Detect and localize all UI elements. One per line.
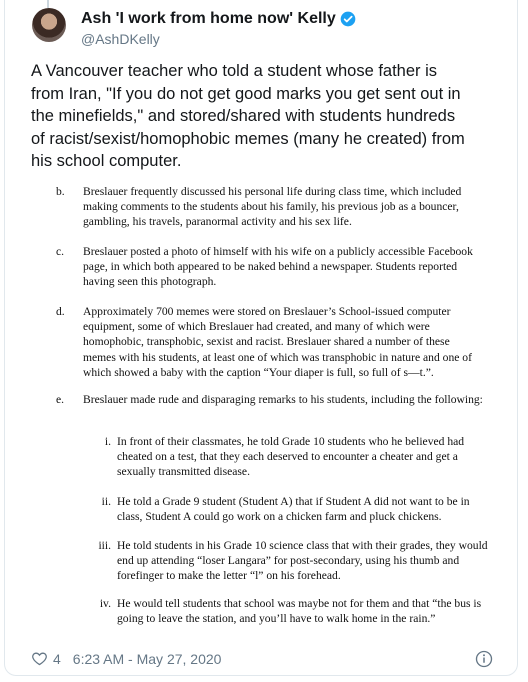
author-row [81,10,356,28]
item-text: Breslauer frequently discussed his personal life during class time, which included making comments to the students about his family, his previous job as a bouncer, gambling, his travels, paranormal activity and his sex life. [83,185,462,229]
tweet-card [4,0,518,676]
tweet-text: A Vancouver teacher who told a student whose father is from Iran, "If you do not get good marks you get sent out in the minefields," and stored/shared with students hundreds of racist/sexist/homophobic memes (many he created) from his school computer. [31,62,465,170]
item-text: Breslauer made rude and disparaging remarks to his students, including the following: [83,393,483,406]
subitem-numeral: i. [104,435,111,448]
item-letter: b. [56,185,65,198]
tweet-timestamp[interactable]: 6:23 AM - May 27, 2020 [72,650,222,667]
display-name[interactable]: Ash 'I work from home now' Kelly [81,10,336,27]
item-letter: e. [56,393,65,406]
like-count[interactable]: 4 [53,650,61,667]
subitem-numeral: iii. [98,539,111,552]
heart-icon[interactable] [31,650,48,667]
subitem-text: He told students in his Grade 10 science class that with their grades, they would end up attending “loser Langara” for post-secondary, using his thumb and forefinger to make the letter “l” on his forehead. [117,539,488,583]
info-icon[interactable] [475,650,493,668]
tweet-footer [31,650,221,667]
subitem-text: He would tell students that school was maybe not for them and that “the bus is going to leave the station, and you’ll have to walk home in the rain.” [117,597,482,626]
subitem-numeral: iv. [99,597,111,610]
handle[interactable]: @AshDKelly [81,31,160,47]
subitem-numeral: ii. [101,495,111,508]
thread-line [47,0,49,8]
item-letter: d. [56,305,65,318]
item-letter: c. [56,245,65,258]
item-text: Breslauer posted a photo of himself with his wife on a publicly accessible Facebook page, in which both appeared to be naked behind a newspaper. Students reported having seen this photograph. [83,245,473,289]
avatar[interactable] [32,8,66,42]
item-text: Approximately 700 memes were stored on Breslauer’s School-issued computer equipment, some of which Breslauer had created, and many of which were homophobic, transphobic, sexist and racist. Breslauer shared a number of these memes with his students, at least one of which was transphobic in nature and one of which showed a baby with the caption “Your diaper is full, so full of s—t.”. [83,305,472,379]
subitem-text: In front of their classmates, he told Grade 10 students who he believed had cheated on a test, that they each deserved to encounter a cheater and get a sexually transmitted disease. [117,435,465,479]
document-image[interactable] [43,180,493,630]
verified-badge-icon [340,11,356,27]
subitem-text: He told a Grade 9 student (Student A) that if Student A did not want to be in class, Student A could go work on a chicken farm and pluck chickens. [117,495,470,524]
